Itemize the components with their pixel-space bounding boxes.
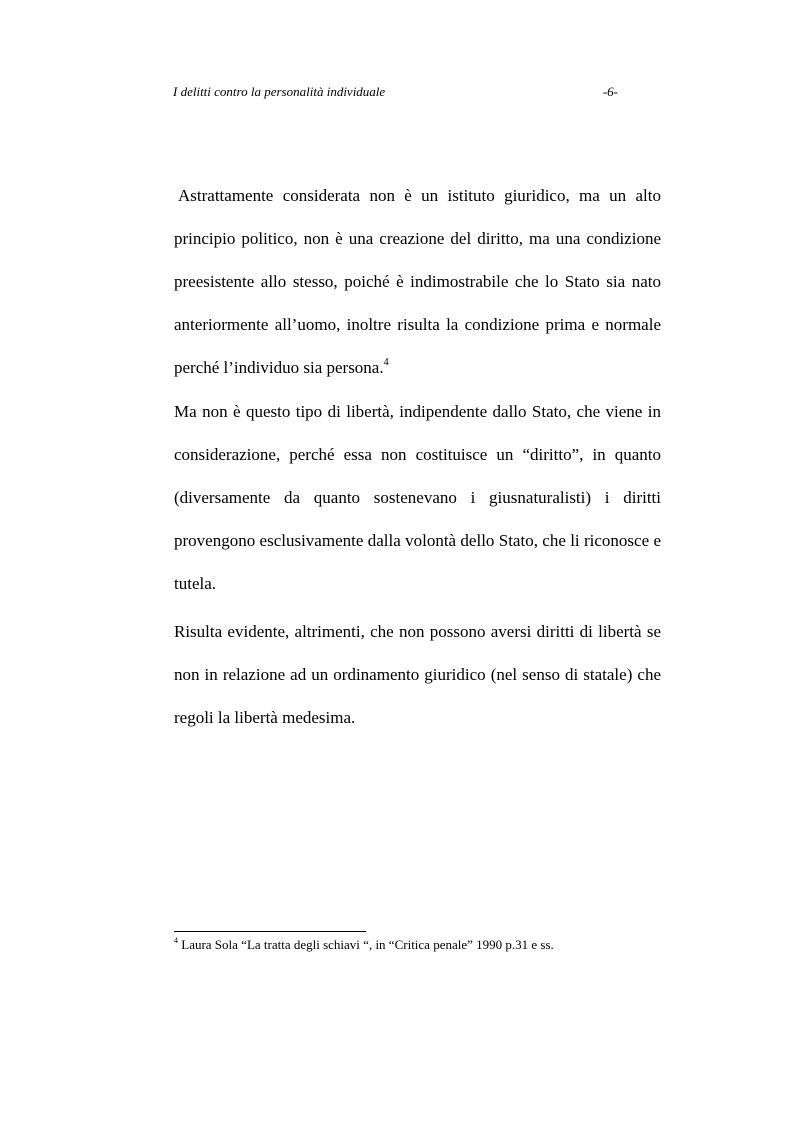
footnote-separator [174, 931, 366, 932]
paragraph-2-text: Ma non è questo tipo di libertà, indipendente dallo Stato, che viene in considerazione, perché essa non costituisce un “diritto”, in quanto (diversamente da quanto sostenevano i giusnaturalisti) i diritti provengono esclusivamente dalla volontà dello Stato, che li riconosce e tutela. [174, 402, 661, 593]
footnote [174, 936, 554, 954]
header-title: I delitti contro la personalità individuale [173, 84, 386, 99]
paragraph-3 [174, 610, 661, 739]
running-header [173, 84, 618, 104]
footnote-number: 4 [174, 936, 178, 945]
paragraph-3-text: Risulta evidente, altrimenti, che non possono aversi diritti di libertà se non in relazione ad un ordinamento giuridico (nel senso di statale) che regoli la libertà medesima. [174, 622, 661, 727]
paragraph-2 [174, 390, 661, 605]
paragraph-1 [174, 174, 661, 389]
paragraph-1-text: Astrattamente considerata non è un istituto giuridico, ma un alto principio politico, non è una creazione del diritto, ma una condizione preesistente allo stesso, poiché è indimostrabile che lo Stato sia nato anteriormente all’uomo, inoltre risulta la condizione prima e normale perché l’individuo sia persona. [174, 186, 661, 377]
footnote-text: Laura Sola “La tratta degli schiavi “, in “Critica penale” 1990 p.31 e ss. [181, 937, 554, 952]
footnote-ref[interactable]: 4 [383, 357, 389, 368]
page-number: -6- [602, 84, 618, 99]
